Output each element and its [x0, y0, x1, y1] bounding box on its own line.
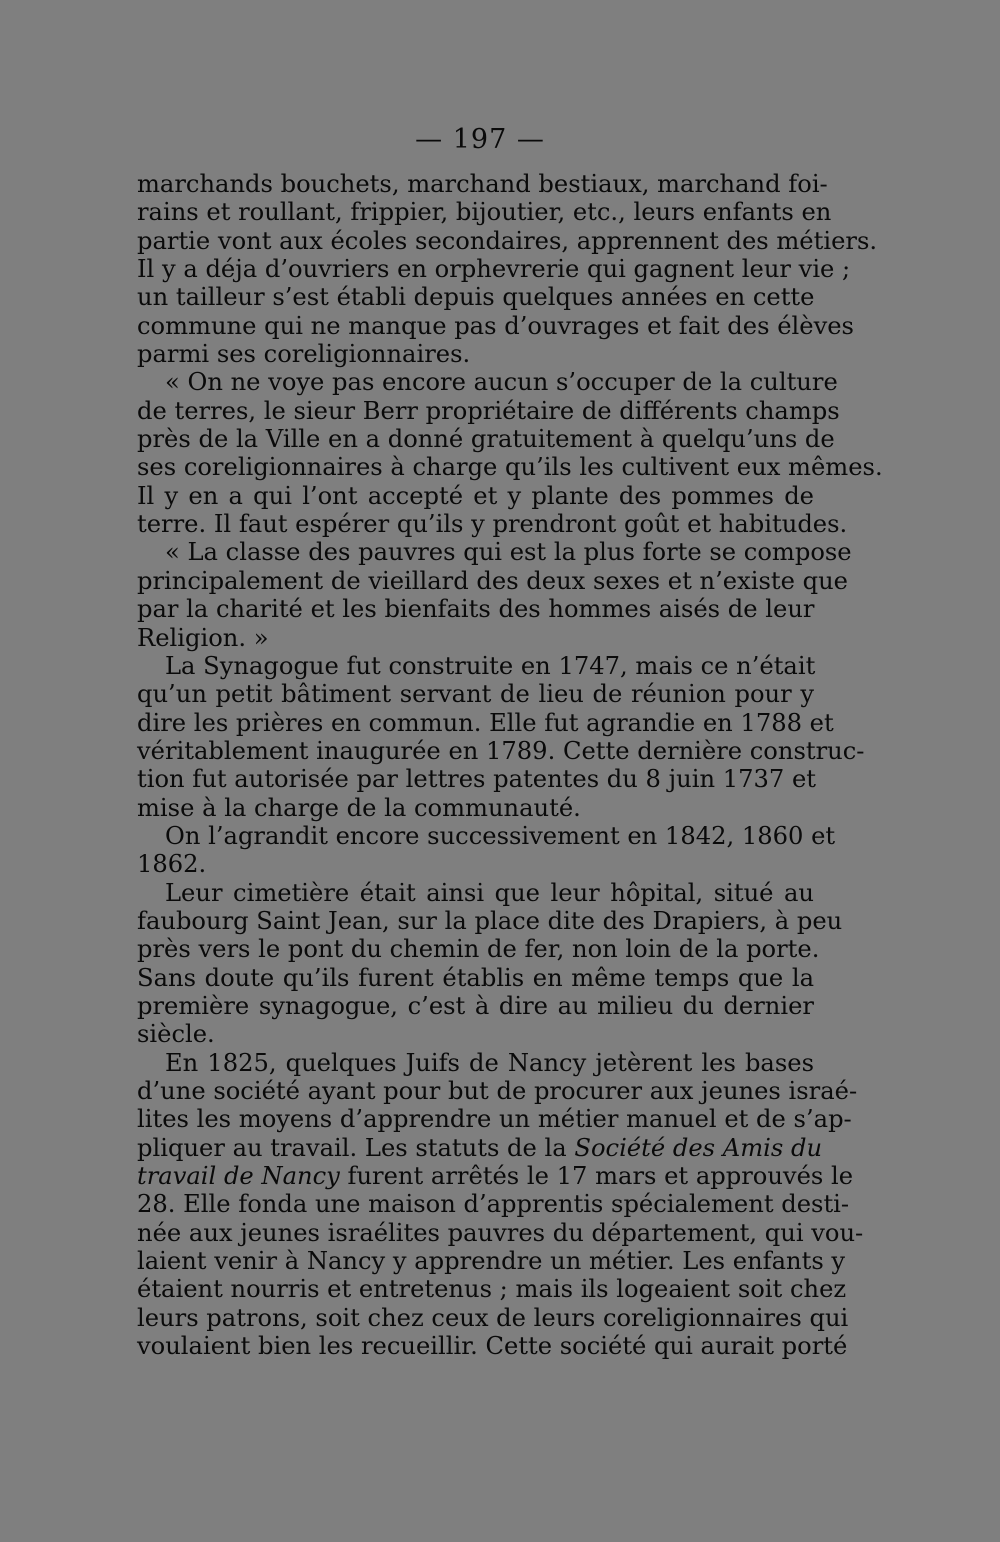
text-line: laient venir à Nancy y apprendre un métier. Les enfants y [137, 1247, 846, 1276]
italic-text: travail de Nancy [137, 1162, 340, 1191]
text-line: ses coreligionnaires à charge qu’ils les cultivent eux mêmes. [137, 453, 883, 482]
text-line: principalement de vieillard des deux sexes et n’existe que [137, 566, 848, 595]
text-line: terre. Il faut espérer qu’ils y prendront goût et habitudes. [137, 510, 848, 539]
text-line: un tailleur s’est établi depuis quelques années en cette [137, 283, 815, 312]
text-line: leurs patrons, soit chez ceux de leurs coreligionnaires qui [137, 1303, 849, 1332]
text-line: partie vont aux écoles secondaires, apprennent des métiers. [137, 226, 878, 255]
text-segment: furent arrêtés le 17 mars et approuvés le [339, 1162, 854, 1191]
text-line: Religion. » [137, 623, 269, 652]
text-line: née aux jeunes israélites pauvres du département, qui vou- [137, 1218, 864, 1247]
text-line: voulaient bien les recueillir. Cette société qui aurait porté [137, 1332, 848, 1361]
text-line: Sans doute qu’ils furent établis en même temps que la [137, 963, 814, 992]
text-line [137, 1162, 854, 1191]
text-line: 1862. [137, 850, 207, 879]
text-line: première synagogue, c’est à dire au milieu du dernier [137, 991, 814, 1020]
text-segment: pliquer au travail. Les statuts de la [137, 1133, 575, 1162]
text-line: de terres, le sieur Berr propriétaire de différents champs [137, 396, 840, 425]
text-line: par la charité et les bienfaits des hommes aisés de leur [137, 595, 815, 624]
text-line: Leur cimetière était ainsi que leur hôpital, situé au [165, 878, 814, 907]
text-line: La Synagogue fut construite en 1747, mais ce n’était [165, 651, 816, 680]
text-line: dire les prières en commun. Elle fut agrandie en 1788 et [137, 708, 834, 737]
text-line: Il y a déja d’ouvriers en orphevrerie qui gagnent leur vie ; [137, 255, 851, 284]
text-line: Il y en a qui l’ont accepté et y plante des pommes de [137, 481, 814, 510]
text-line: près vers le pont du chemin de fer, non loin de la porte. [137, 935, 820, 964]
text-line: mise à la charge de la communauté. [137, 793, 581, 822]
text-line: lites les moyens d’apprendre un métier manuel et de s’ap- [137, 1105, 852, 1134]
text-line: En 1825, quelques Juifs de Nancy jetèrent les bases [165, 1048, 814, 1077]
text-line: siècle. [137, 1020, 215, 1049]
text-line: 28. Elle fonda une maison d’apprentis spécialement desti- [137, 1190, 850, 1219]
text-line: On l’agrandit encore successivement en 1842, 1860 et [165, 821, 836, 850]
text-line [137, 1133, 823, 1162]
text-line: marchands bouchets, marchand bestiaux, marchand foi- [137, 170, 828, 198]
page-number: — 197 — [415, 124, 545, 155]
text-line: « On ne voye pas encore aucun s’occuper de la culture [165, 368, 838, 397]
text-line: d’une société ayant pour but de procurer aux jeunes israé- [137, 1077, 858, 1105]
text-line: commune qui ne manque pas d’ouvrages et fait des élèves [137, 311, 854, 340]
body-text [137, 170, 883, 1361]
text-line: « La classe des pauvres qui est la plus forte se compose [165, 538, 852, 567]
text-line: tion fut autorisée par lettres patentes du 8 juin 1737 et [137, 765, 816, 794]
text-line: qu’un petit bâtiment servant de lieu de réunion pour y [137, 680, 814, 709]
text-line: étaient nourris et entretenus ; mais ils logeaient soit chez [137, 1275, 847, 1304]
text-line: près de la Ville en a donné gratuitement à quelqu’uns de [137, 425, 835, 454]
text-line: faubourg Saint Jean, sur la place dite des Drapiers, à peu [137, 906, 843, 935]
italic-text: Société des Amis du [574, 1133, 823, 1162]
text-line: rains et roullant, frippier, bijoutier, etc., leurs enfants en [137, 198, 832, 227]
text-line: véritablement inaugurée en 1789. Cette dernière construc- [137, 736, 865, 765]
text-line: parmi ses coreligionnaires. [137, 340, 471, 369]
